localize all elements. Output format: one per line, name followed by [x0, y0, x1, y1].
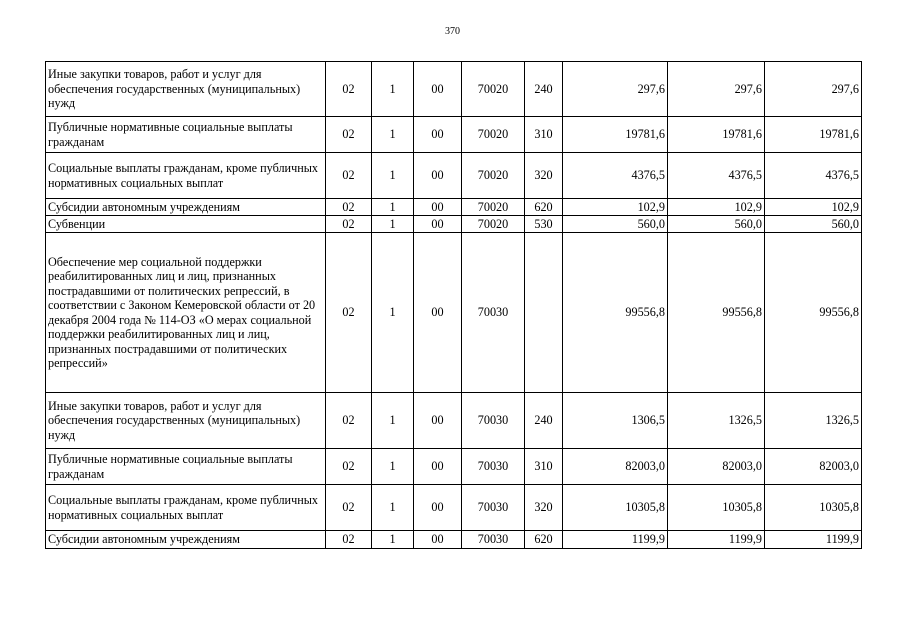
cell-direction: 70020	[462, 199, 525, 216]
cell-expense-type: 530	[525, 216, 563, 233]
cell-amount-1: 82003,0	[563, 449, 668, 485]
cell-expense-type: 620	[525, 199, 563, 216]
budget-table	[45, 61, 862, 549]
cell-section: 02	[326, 117, 372, 153]
cell-amount-3: 1199,9	[765, 531, 862, 549]
cell-expense-type: 320	[525, 485, 563, 531]
row-name: Социальные выплаты гражданам, кроме публичных нормативных социальных выплат	[46, 153, 326, 199]
cell-section: 02	[326, 485, 372, 531]
cell-amount-3: 4376,5	[765, 153, 862, 199]
row-name: Социальные выплаты гражданам, кроме публичных нормативных социальных выплат	[46, 485, 326, 531]
cell-section: 02	[326, 531, 372, 549]
table-row	[46, 199, 862, 216]
cell-program: 1	[372, 117, 414, 153]
row-name: Субвенции	[46, 216, 326, 233]
cell-amount-2: 1326,5	[668, 393, 765, 449]
cell-amount-1: 4376,5	[563, 153, 668, 199]
cell-amount-1: 10305,8	[563, 485, 668, 531]
cell-program: 1	[372, 393, 414, 449]
cell-direction: 70020	[462, 216, 525, 233]
table-row	[46, 485, 862, 531]
cell-amount-3: 1326,5	[765, 393, 862, 449]
cell-section: 02	[326, 449, 372, 485]
cell-expense-type: 620	[525, 531, 563, 549]
cell-amount-3: 82003,0	[765, 449, 862, 485]
cell-expense-type: 310	[525, 449, 563, 485]
row-name: Иные закупки товаров, работ и услуг для обеспечения государственных (муниципальных) нужд	[46, 62, 326, 117]
cell-amount-2: 4376,5	[668, 153, 765, 199]
table-row	[46, 153, 862, 199]
cell-amount-2: 10305,8	[668, 485, 765, 531]
cell-program: 1	[372, 233, 414, 393]
cell-program: 1	[372, 199, 414, 216]
cell-direction: 70020	[462, 62, 525, 117]
cell-subprogram: 00	[414, 485, 462, 531]
table-row	[46, 216, 862, 233]
cell-amount-2: 19781,6	[668, 117, 765, 153]
cell-subprogram: 00	[414, 117, 462, 153]
cell-section: 02	[326, 62, 372, 117]
row-name: Субсидии автономным учреждениям	[46, 199, 326, 216]
cell-program: 1	[372, 216, 414, 233]
cell-expense-type: 240	[525, 393, 563, 449]
cell-direction: 70030	[462, 393, 525, 449]
cell-section: 02	[326, 199, 372, 216]
cell-amount-2: 297,6	[668, 62, 765, 117]
table-row	[46, 449, 862, 485]
cell-subprogram: 00	[414, 153, 462, 199]
cell-subprogram: 00	[414, 531, 462, 549]
row-name: Публичные нормативные социальные выплаты гражданам	[46, 117, 326, 153]
cell-subprogram: 00	[414, 199, 462, 216]
cell-amount-1: 1306,5	[563, 393, 668, 449]
table-row	[46, 531, 862, 549]
cell-amount-2: 1199,9	[668, 531, 765, 549]
row-name: Обеспечение мер социальной поддержки реабилитированных лиц и лиц, признанных пострадавшими от политических репрессий, в соответствии с Законом Кемеровской области от 20 декабря 2004 года № 114-ОЗ «О мерах социальной поддержки реабилитированных лиц и лиц, признанных пострадавшими от политических репрессий»	[46, 233, 326, 393]
table-row	[46, 233, 862, 393]
cell-direction: 70030	[462, 485, 525, 531]
cell-expense-type: 310	[525, 117, 563, 153]
cell-expense-type: 320	[525, 153, 563, 199]
cell-section: 02	[326, 393, 372, 449]
table-row	[46, 62, 862, 117]
cell-direction: 70020	[462, 153, 525, 199]
cell-expense-type	[525, 233, 563, 393]
cell-subprogram: 00	[414, 62, 462, 117]
cell-amount-3: 102,9	[765, 199, 862, 216]
row-name: Иные закупки товаров, работ и услуг для обеспечения государственных (муниципальных) нужд	[46, 393, 326, 449]
table-row	[46, 117, 862, 153]
cell-amount-1: 102,9	[563, 199, 668, 216]
cell-program: 1	[372, 531, 414, 549]
cell-amount-2: 99556,8	[668, 233, 765, 393]
cell-amount-3: 10305,8	[765, 485, 862, 531]
cell-amount-1: 99556,8	[563, 233, 668, 393]
cell-amount-2: 560,0	[668, 216, 765, 233]
cell-program: 1	[372, 62, 414, 117]
table-row	[46, 393, 862, 449]
cell-amount-2: 102,9	[668, 199, 765, 216]
cell-section: 02	[326, 216, 372, 233]
row-name: Публичные нормативные социальные выплаты гражданам	[46, 449, 326, 485]
cell-amount-1: 560,0	[563, 216, 668, 233]
cell-subprogram: 00	[414, 216, 462, 233]
cell-amount-3: 560,0	[765, 216, 862, 233]
cell-direction: 70020	[462, 117, 525, 153]
cell-amount-1: 1199,9	[563, 531, 668, 549]
row-name: Субсидии автономным учреждениям	[46, 531, 326, 549]
cell-program: 1	[372, 485, 414, 531]
page-number: 370	[445, 26, 460, 37]
cell-section: 02	[326, 153, 372, 199]
cell-expense-type: 240	[525, 62, 563, 117]
cell-subprogram: 00	[414, 449, 462, 485]
cell-amount-3: 297,6	[765, 62, 862, 117]
cell-amount-1: 19781,6	[563, 117, 668, 153]
cell-direction: 70030	[462, 233, 525, 393]
cell-direction: 70030	[462, 449, 525, 485]
cell-program: 1	[372, 449, 414, 485]
cell-program: 1	[372, 153, 414, 199]
cell-amount-1: 297,6	[563, 62, 668, 117]
cell-subprogram: 00	[414, 233, 462, 393]
cell-subprogram: 00	[414, 393, 462, 449]
cell-direction: 70030	[462, 531, 525, 549]
cell-amount-3: 19781,6	[765, 117, 862, 153]
cell-amount-2: 82003,0	[668, 449, 765, 485]
cell-section: 02	[326, 233, 372, 393]
cell-amount-3: 99556,8	[765, 233, 862, 393]
